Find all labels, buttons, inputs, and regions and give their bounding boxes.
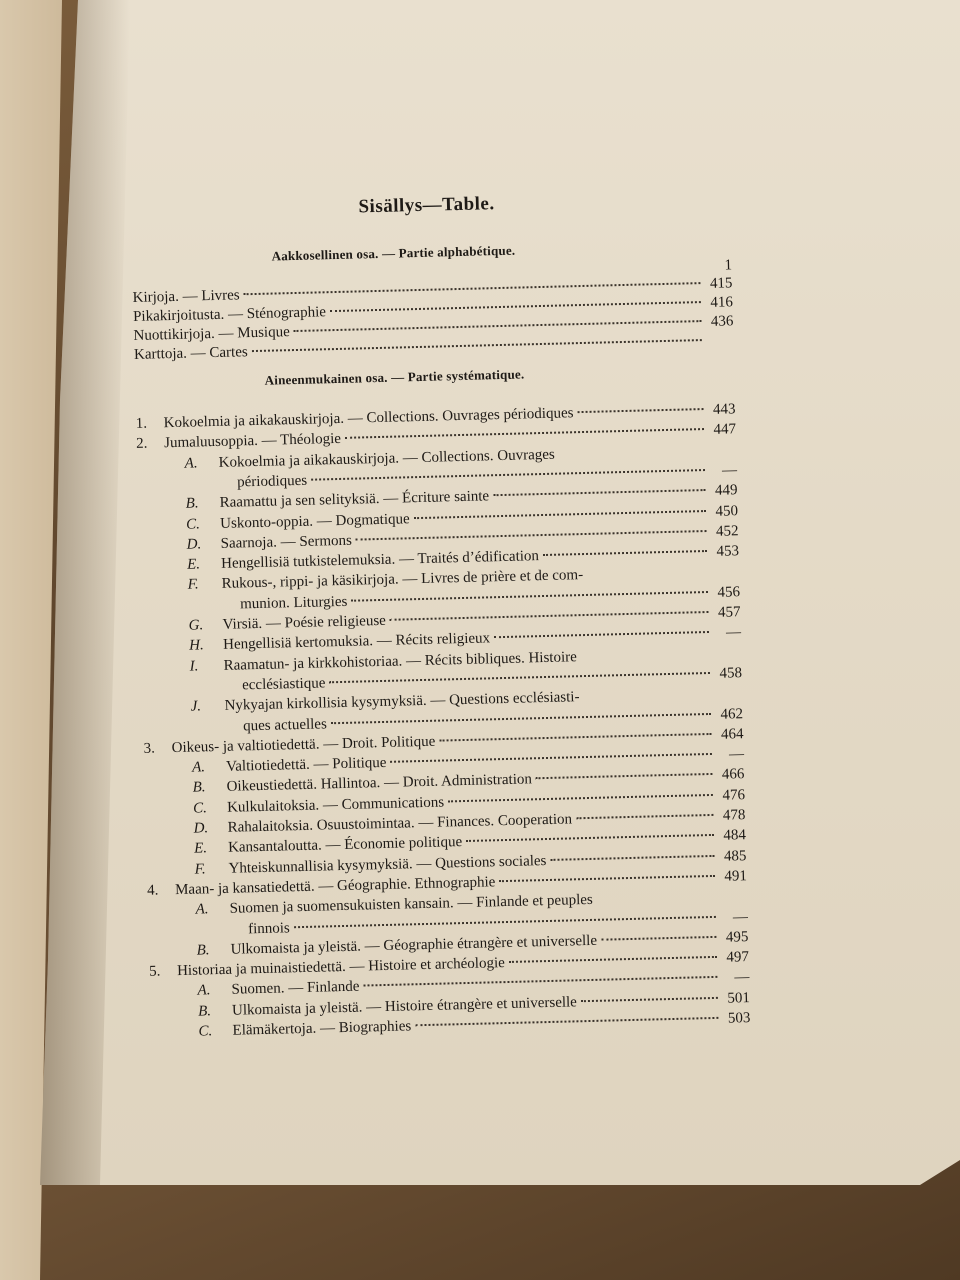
toc-page-number: 416 [710, 294, 734, 311]
dot-leader [329, 671, 710, 683]
toc-entry-text: Jumaluusoppia. — Théologie [164, 431, 342, 452]
toc-entry-letter: B. [192, 779, 206, 797]
dot-leader [415, 1016, 718, 1026]
toc-page-number [706, 344, 734, 345]
dot-leader [356, 529, 707, 541]
toc-entry-text: finnois [247, 919, 290, 937]
toc-entry-text: Kulkulaitoksia. — Communications [226, 794, 445, 816]
toc-page-number: 464 [720, 725, 744, 743]
toc-page-number: 453 [716, 543, 740, 560]
toc-page-number: 450 [715, 502, 739, 520]
section-heading-alphabetical: Aakkosellinen osa. — Partie alphabétique. [271, 242, 516, 264]
toc-entry-text: Nykyajan kirkollisia kysymyksiä. — Questions ecclésiasti- [224, 689, 580, 715]
toc-entry-letter: B. [196, 942, 210, 959]
toc-page-number: 476 [722, 786, 746, 804]
toc-page-number: — [728, 746, 745, 763]
toc-entry-text: Pikakirjoitusta. — Sténographie [132, 304, 327, 325]
dot-leader [536, 772, 713, 779]
toc-entry-letter: A. [191, 759, 206, 776]
toc-entry-number: 2. [136, 435, 148, 453]
toc-page-number: 491 [724, 868, 748, 885]
toc-entry-text: Raamattu ja sen selityksiä. — Écriture sainte [219, 488, 490, 512]
toc-entry-letter: A. [184, 455, 198, 472]
dot-leader [294, 914, 716, 927]
page-title: Sisällys—Table. [358, 193, 495, 218]
dot-leader [330, 300, 701, 312]
toc-page-number: 436 [710, 313, 734, 330]
toc-entry-letter: B. [185, 495, 199, 512]
toc-entry-text: Rukous-, rippi- ja käsikirjoja. — Livres de prière et de com- [221, 567, 584, 593]
toc-entry-text: Maan- ja kansatiedettä. — Géographie. Ethnographie [174, 874, 496, 898]
toc-page-number: 447 [713, 421, 737, 439]
toc-page-number: — [732, 908, 749, 925]
toc-entry-number: 5. [148, 963, 161, 980]
dot-leader [509, 955, 717, 963]
toc-page-number: 415 [709, 275, 733, 292]
dot-leader [363, 975, 717, 987]
toc-page-number: 478 [722, 807, 746, 824]
dot-leader [543, 549, 707, 556]
toc-entry-text: munion. Liturgies [239, 593, 348, 613]
toc-entry-text: Oikeustiedettä. Hallintoa. — Droit. Administration [226, 771, 533, 796]
dot-leader [244, 281, 701, 295]
toc-entry-letter: I. [189, 658, 199, 675]
toc-entry-letter: E. [186, 556, 201, 573]
toc-entry-text: Kokoelmia ja aikakauskirjoja. — Collections. Ouvrages périodiques [163, 405, 574, 432]
toc-page-number: 501 [727, 989, 751, 1007]
dot-leader [466, 833, 714, 842]
dot-leader [331, 711, 711, 723]
toc-entry-text: Kirjoja. — Livres [132, 287, 240, 306]
toc-entry-letter: E. [193, 840, 208, 857]
toc-entry-letter: H. [188, 637, 204, 654]
toc-page-number: 495 [725, 928, 749, 946]
toc-entry-text: Hengellisiä kertomuksia. — Récits religieux [222, 630, 491, 654]
toc-page-number: 485 [723, 847, 747, 865]
dot-leader [414, 509, 706, 519]
toc-entry-text: Raamatun- ja kirkkohistoriaa. — Récits bibliques. Histoire [223, 648, 577, 674]
toc-entry-text: ques actuelles [242, 715, 328, 734]
toc-entry-letter: C. [198, 1023, 213, 1040]
toc-entry-letter: A. [197, 982, 211, 999]
dot-leader [294, 319, 702, 332]
toc-entry-letter: J. [190, 698, 202, 715]
dot-leader [390, 752, 712, 763]
toc-entry-text: Yhteiskunnallisia kysymyksiä. — Questions sociales [228, 852, 547, 877]
dot-leader [345, 427, 704, 439]
dot-leader [577, 407, 703, 413]
toc-page-number: 497 [726, 949, 750, 966]
toc-entry-letter: A. [195, 901, 209, 918]
toc-entry-letter: F. [194, 860, 206, 878]
toc-entry-letter: D. [186, 536, 202, 553]
toc-page-number: 452 [715, 523, 739, 540]
toc-entry-text: Oikeus- ja valtiotiedettä. — Droit. Politique [171, 733, 436, 756]
toc-entry-text: Ulkomaista ja yleistä. — Histoire étrangère et universelle [231, 994, 578, 1019]
toc-page-number: — [721, 462, 738, 479]
toc-entry-number: 3. [143, 740, 156, 757]
toc-entry-text: ecclésiastique [241, 675, 326, 694]
dot-leader [439, 732, 711, 742]
dot-leader [494, 630, 709, 638]
toc-entry-text: Ulkomaista ja yleistä. — Géographie étrangère et universelle [230, 932, 598, 958]
toc-page-number: 503 [727, 1010, 751, 1027]
toc-entry-number: 1. [135, 415, 148, 432]
dot-leader [601, 935, 717, 941]
toc-entry-text: Elämäkertoja. — Biographies [232, 1018, 412, 1039]
toc-page-number: 457 [717, 604, 741, 621]
dot-leader [351, 590, 708, 602]
toc-page-number [714, 657, 742, 658]
toc-page-number: 458 [719, 665, 743, 682]
toc-entry-text: Karttoja. — Cartes [133, 344, 248, 363]
toc-page-number: 456 [717, 583, 741, 601]
toc-page-number [720, 900, 748, 901]
dot-leader [499, 874, 715, 882]
toc-entry-text: Suomen. — Finlande [231, 979, 360, 999]
dot-leader [550, 854, 714, 861]
toc-page-number: — [725, 624, 742, 641]
toc-entry-letter: G. [188, 617, 204, 634]
toc-entry-text: Suomen ja suomensukuisten kansain. — Finlande et peuples [229, 892, 593, 917]
toc-entry-text: Historiaa ja muinaistiedettä. — Histoire et archéologie [176, 955, 506, 980]
toc-entry-text: Uskonto-oppia. — Dogmatique [219, 510, 410, 532]
dot-leader [311, 468, 705, 481]
toc-page-number: 449 [714, 482, 738, 499]
dot-leader [493, 488, 705, 496]
dot-leader [576, 813, 714, 819]
toc-page-number [715, 697, 743, 698]
toc-entry-text: Virsiä. — Poésie religieuse [222, 612, 387, 633]
toc-page-number: — [734, 969, 750, 986]
section-heading-systematic: Aineenmukainen osa. — Partie systématique. [264, 366, 525, 388]
toc-entry-text: Kansantaloutta. — Économie politique [227, 834, 463, 857]
toc-entry-text: Rahalaitoksia. Osuustoimintaa. — Finances. Cooperation [227, 811, 573, 836]
toc-page-number [709, 454, 737, 455]
first-page-number: 1 [724, 257, 733, 274]
toc-page-number [712, 576, 740, 577]
toc-entry-letter: C. [185, 515, 201, 533]
dot-leader [448, 793, 713, 802]
toc-entry-letter: B. [197, 1002, 212, 1020]
toc-page-number: 466 [721, 766, 745, 784]
dot-leader [581, 996, 718, 1002]
toc-entry-text: Kokoelmia ja aikakauskirjoja. — Collections. Ouvrages [218, 446, 555, 471]
toc-page-number: 462 [720, 705, 744, 723]
dot-leader [390, 610, 709, 621]
toc-entry-text: Hengellisiä tutkistelemuksia. — Traités d’édification [220, 548, 540, 572]
toc-entry-letter: D. [193, 820, 209, 837]
toc-entry-text: Valtiotiedettä. — Politique [225, 755, 387, 775]
toc-entry-letter: F. [187, 576, 199, 594]
toc-entry-text: Saarnoja. — Sermons [220, 532, 353, 552]
toc-entry-text: périodiques [236, 472, 308, 491]
dot-leader [252, 338, 702, 352]
toc-page-number: 484 [723, 827, 747, 844]
toc-entry-number: 4. [146, 882, 159, 899]
toc-entry-letter: C. [192, 799, 208, 817]
toc-page-number: 443 [712, 401, 736, 418]
toc-entry-text: Nuottikirjoja. — Musique [133, 324, 290, 344]
